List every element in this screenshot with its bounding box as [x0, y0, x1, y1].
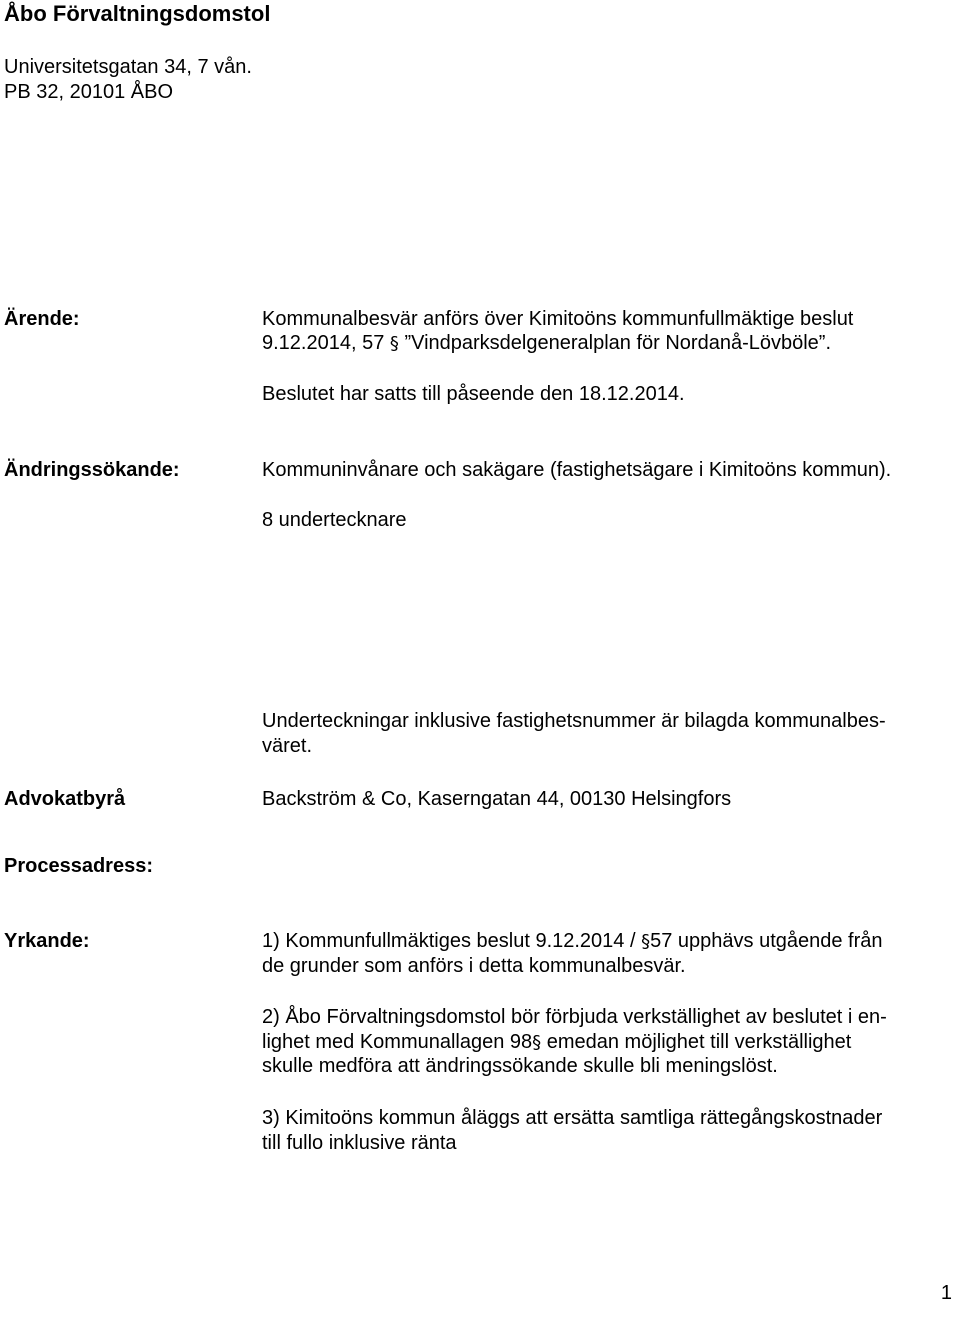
section-symbol: § [641, 931, 651, 952]
page-number: 1 [940, 1282, 952, 1304]
yrkande-item-2-line-2 [262, 1031, 851, 1054]
advokatbyra-value: Backström & Co, Kaserngatan 44, 00130 Helsingfors [262, 788, 732, 810]
yrkande-item-1-line-1 [262, 930, 883, 953]
yrkande-item-3-line-1: 3) Kimitoöns kommun åläggs att ersätta samtliga rättegångskostnader [262, 1107, 883, 1129]
yrkande-item-2-end: emedan möjlighet till verkställighet [541, 1031, 852, 1053]
arende-label: Ärende: [4, 308, 80, 330]
advokatbyra-label: Advokatbyrå [4, 788, 126, 810]
arende-line-2 [262, 332, 831, 355]
andringssokande-line-1: Kommuninvånare och sakägare (fastighetsägare i Kimitoöns kommun). [262, 459, 892, 481]
arende-line-3: Beslutet har satts till påseende den 18.12.2014. [262, 383, 685, 405]
yrkande-item-3-line-2: till fullo inklusive ränta [262, 1132, 457, 1154]
underteckningar-note-line-2: väret. [262, 735, 313, 757]
yrkande-item-2-line-1: 2) Åbo Förvaltningsdomstol bör förbjuda verkställighet av beslutet i en- [262, 1006, 887, 1028]
section-symbol: § [389, 333, 399, 354]
court-name: Åbo Förvaltningsdomstol [4, 1, 271, 26]
underteckningar-note-line-1: Underteckningar inklusive fastighetsnummer är bilagda kommunalbes- [262, 710, 886, 732]
address-line-2: PB 32, 20101 ÅBO [4, 81, 174, 103]
arende-line-1: Kommunalbesvär anförs över Kimitoöns kommunfullmäktige beslut [262, 308, 854, 330]
arende-line-2-end: ”Vindparksdelgeneralplan för Nordanå-Lövböle”. [398, 332, 832, 354]
yrkande-item-1-end: 57 upphävs utgående från [650, 930, 883, 952]
yrkande-item-2-start: lighet med Kommunallagen 98 [262, 1031, 533, 1053]
yrkande-item-1-start: 1) Kommunfullmäktiges beslut 9.12.2014 / [262, 930, 642, 952]
section-symbol: § [532, 1032, 542, 1053]
yrkande-item-1-line-2: de grunder som anförs i detta kommunalbesvär. [262, 955, 686, 977]
processadress-label: Processadress: [4, 855, 153, 877]
andringssokande-label: Ändringssökande: [4, 459, 180, 481]
yrkande-item-2-line-3: skulle medföra att ändringssökande skulle bli meningslöst. [262, 1055, 778, 1077]
yrkande-label: Yrkande: [4, 930, 90, 952]
andringssokande-line-2: 8 undertecknare [262, 509, 407, 531]
address-line-1: Universitetsgatan 34, 7 vån. [4, 56, 252, 78]
arende-line-2-start: 9.12.2014, 57 [262, 332, 390, 354]
